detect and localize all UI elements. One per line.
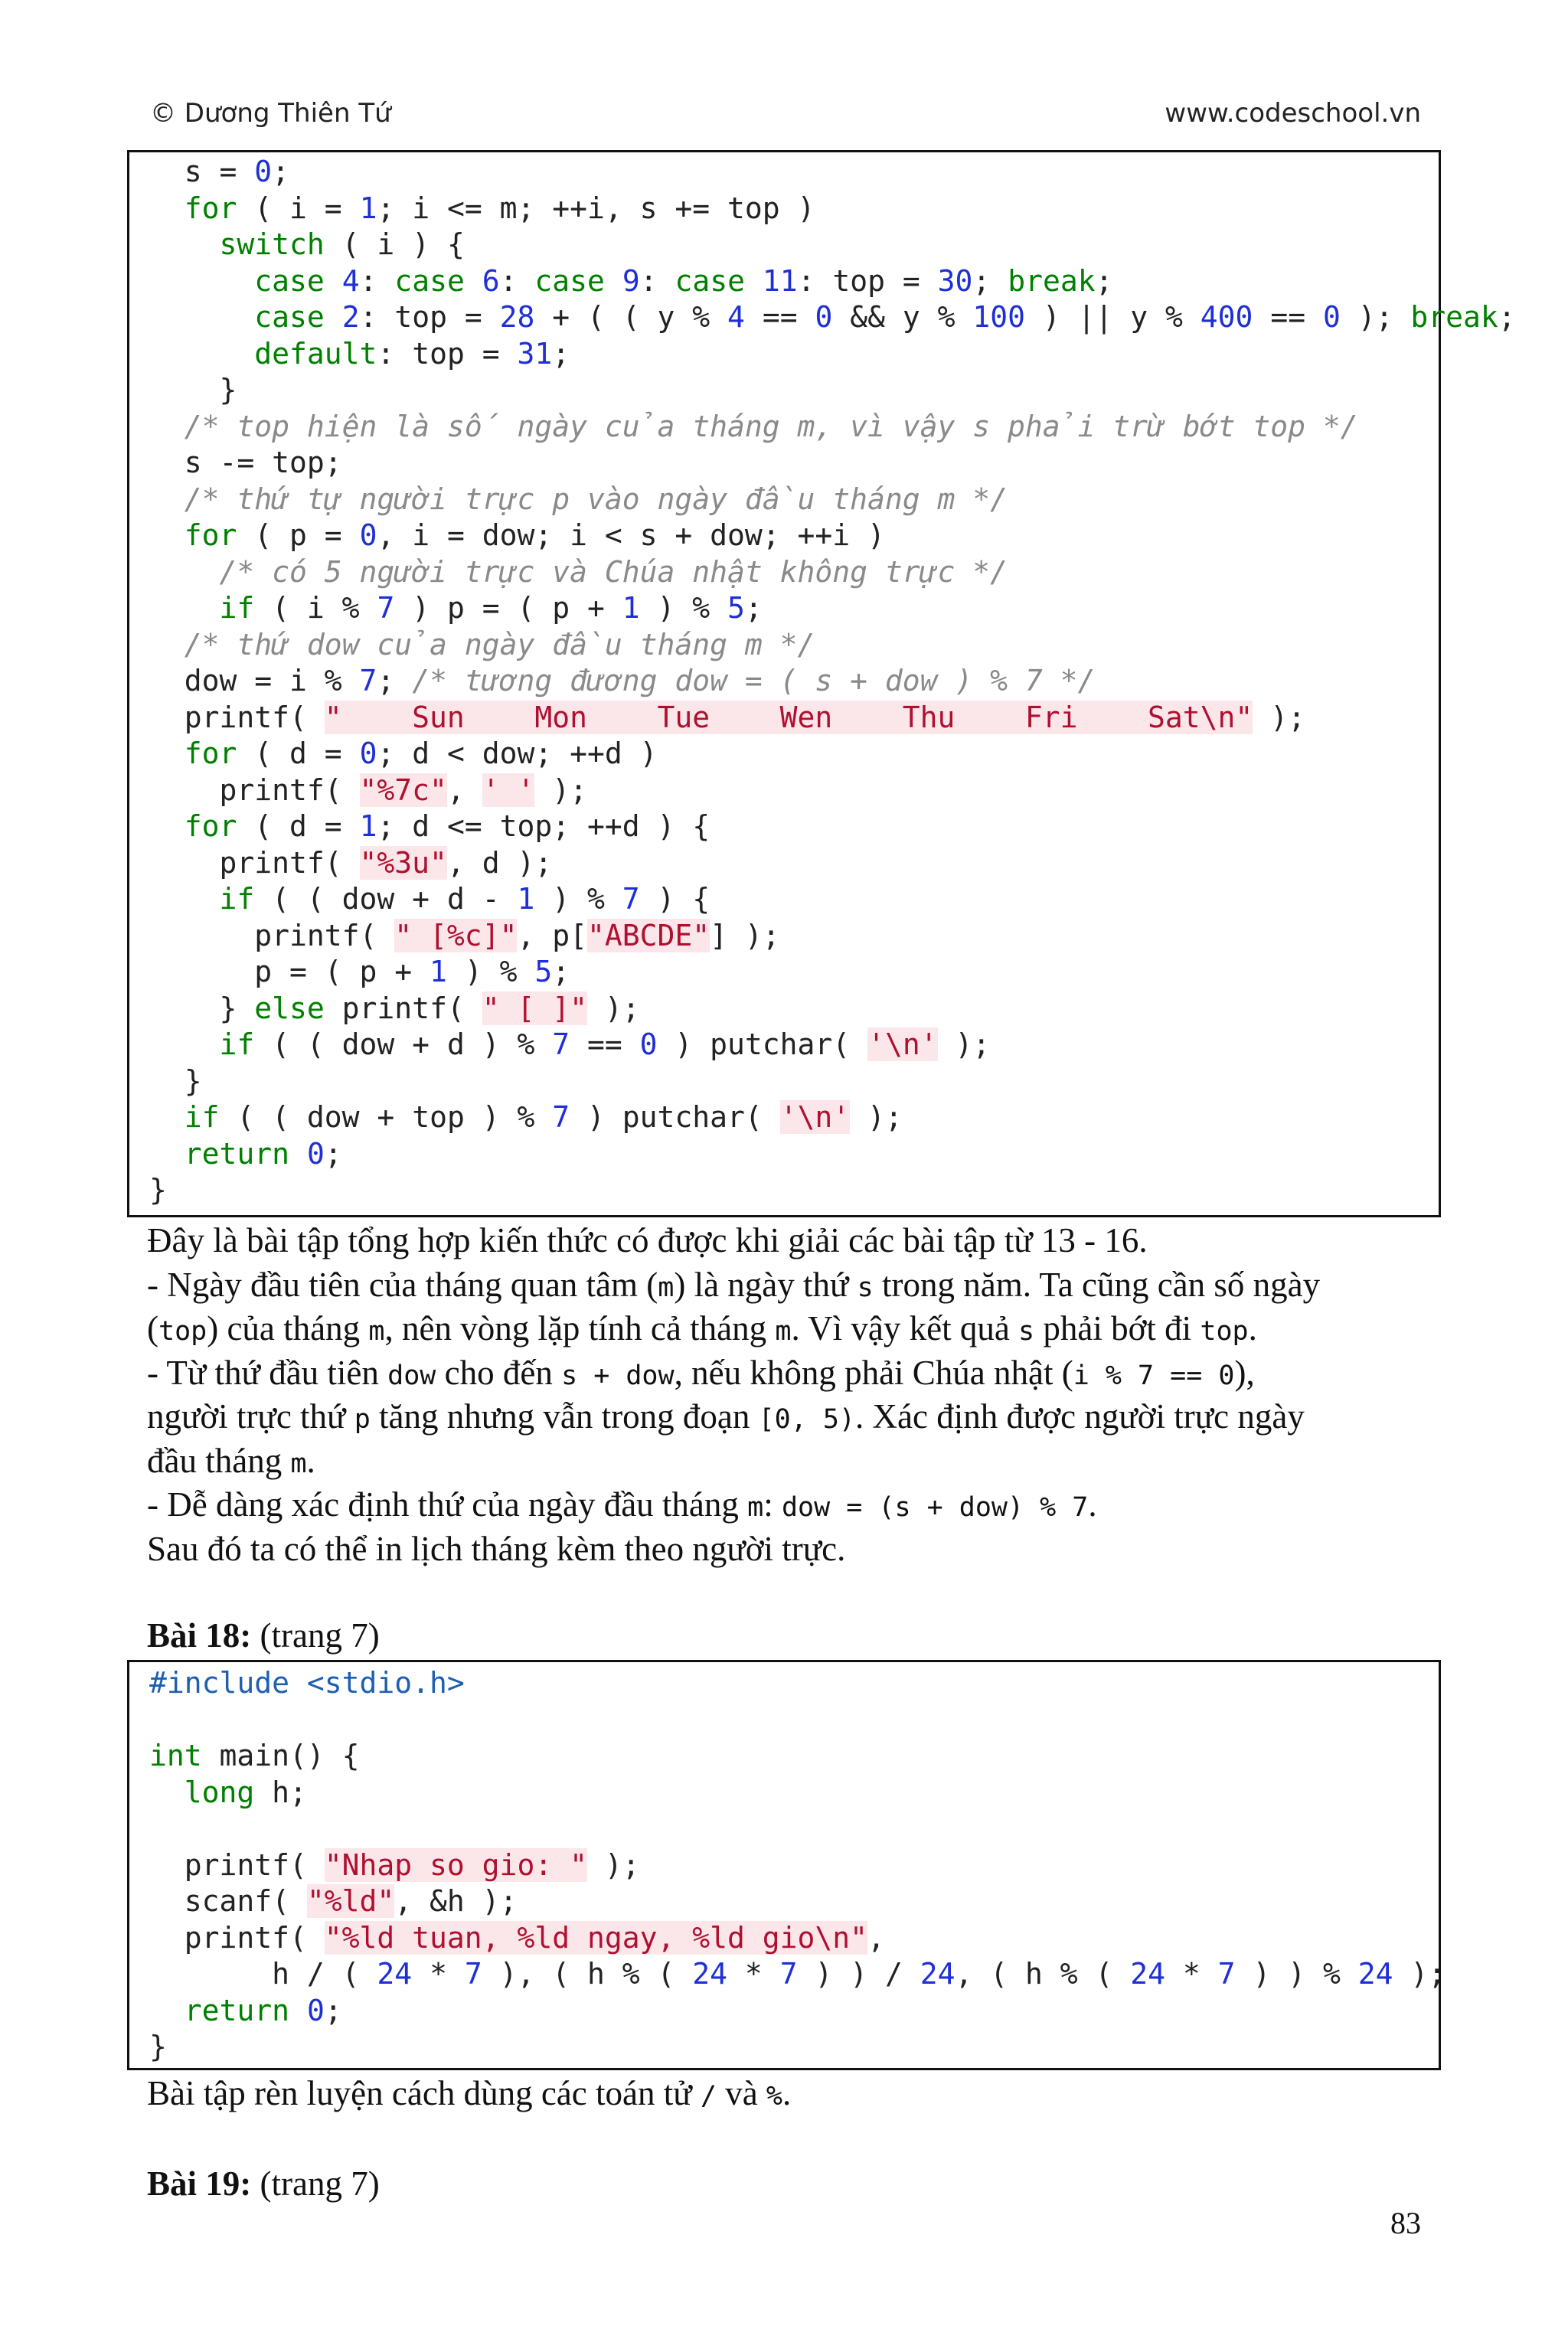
code-token — [149, 591, 220, 625]
code-token: ; — [552, 336, 570, 371]
code-token: for — [184, 809, 237, 843]
code-token: break — [1410, 300, 1498, 334]
code-token: == — [570, 1027, 640, 1061]
code-token: ( d = — [237, 809, 360, 843]
exercise-18-ref: (trang 7) — [251, 1616, 380, 1655]
code-token: ) putchar( — [570, 1100, 780, 1134]
code-token: if — [219, 1027, 255, 1061]
code-token: h / ( — [149, 1957, 377, 1991]
code-token — [149, 337, 254, 371]
code-token: ( ( dow + d - — [254, 882, 518, 916]
code-line — [149, 191, 815, 227]
inline-code: dow — [387, 1360, 436, 1391]
code-token — [325, 300, 342, 334]
code-token: long — [184, 1775, 255, 1809]
code-line — [149, 1847, 640, 1884]
code-line — [149, 1136, 342, 1173]
text-run: . Xác định được người trực ngày — [855, 1397, 1305, 1436]
code-line — [149, 845, 552, 882]
code-token — [149, 555, 220, 589]
code-token: : — [639, 263, 675, 298]
code-token: 0 — [359, 737, 377, 770]
code-token: 5 — [534, 955, 553, 988]
code-token: case — [254, 300, 325, 334]
code-token: ) p = ( p + — [394, 591, 622, 625]
code-line — [149, 627, 815, 664]
code-token: switch — [219, 227, 325, 261]
code-token: + ( ( y % — [534, 300, 728, 334]
code-token — [149, 882, 220, 916]
code-token: 9 — [622, 263, 640, 298]
code-token: 7 — [1217, 1957, 1236, 1991]
code-token: ; — [324, 1993, 342, 2027]
code-token: ] ); — [710, 918, 780, 952]
code-line — [149, 991, 640, 1027]
text-run: , nếu không phải Chúa nhật ( — [674, 1353, 1073, 1392]
code-token: 0 — [306, 1993, 325, 2027]
text-run: Bài tập rèn luyện cách dùng các toán tử — [147, 2074, 701, 2112]
code-token: 400 — [1200, 300, 1253, 334]
code-line — [149, 1956, 1446, 1993]
code-token: /* có 5 người trực và Chúa nhật không trực */ — [219, 554, 1008, 589]
code-token: : — [499, 263, 535, 298]
code-token: ); — [534, 773, 587, 807]
code-token: 0 — [306, 1136, 325, 1171]
code-token: ) ) % — [1235, 1957, 1358, 1991]
code-token: ; — [324, 1136, 342, 1171]
paragraph-line — [147, 1351, 1255, 1398]
code-line — [149, 1099, 903, 1136]
text-run: . — [1248, 1309, 1257, 1348]
code-line — [149, 336, 570, 373]
code-token: if — [219, 882, 255, 916]
code-token: ) % — [639, 591, 728, 625]
code-line — [149, 263, 1112, 300]
inline-code: / — [700, 2081, 717, 2112]
text-run: . — [1088, 1485, 1097, 1524]
code-token: p = ( p + — [149, 955, 430, 988]
code-token: case — [534, 263, 605, 298]
code-token: 24 — [1357, 1957, 1393, 1991]
code-token: 24 — [920, 1957, 956, 1991]
code-token: && y % — [832, 300, 973, 334]
code-token: " [ ]" — [482, 991, 587, 1025]
code-token: 1 — [359, 809, 377, 843]
code-token: 7 — [552, 1100, 570, 1134]
inline-code: s + dow — [561, 1360, 675, 1391]
code-token — [605, 264, 622, 298]
code-token: 0 — [1322, 300, 1341, 334]
code-token: ; — [972, 263, 1008, 298]
code-token: ); — [1253, 700, 1305, 734]
code-token: ); — [850, 1100, 903, 1134]
code-line — [149, 1775, 307, 1811]
inline-code: top — [1200, 1316, 1249, 1347]
code-token — [289, 1994, 307, 2027]
text-run: trong năm. Ta cũng cần số ngày — [873, 1265, 1321, 1304]
code-token: s -= top; — [149, 446, 342, 479]
code-token: ' ' — [482, 773, 535, 807]
code-token: ; — [552, 955, 570, 988]
code-token — [149, 737, 185, 770]
page-number: 83 — [1390, 2206, 1421, 2240]
header-author: © Dương Thiên Tứ — [150, 98, 391, 129]
code-token: 1 — [622, 591, 640, 625]
code-line — [149, 700, 1305, 737]
code-line — [149, 554, 1008, 591]
code-token: ( i % — [254, 591, 377, 625]
code-token: } — [149, 1173, 167, 1207]
code-token — [325, 264, 342, 298]
code-token: ) ) / — [797, 1957, 920, 1991]
inline-code: i % 7 == 0 — [1073, 1360, 1235, 1391]
inline-code: s — [1018, 1316, 1035, 1347]
inline-code: top — [158, 1316, 207, 1347]
paragraph-line — [147, 1527, 845, 1571]
code-token: printf( — [149, 918, 395, 952]
text-run: , nên vòng lặp tính cả tháng — [384, 1309, 776, 1348]
code-token: "ABCDE" — [586, 918, 710, 952]
code-token: , d ); — [446, 845, 553, 880]
code-token: 24 — [377, 1957, 413, 1991]
inline-code: p — [354, 1404, 371, 1435]
paragraph-line — [147, 1395, 1305, 1442]
code-token: ) putchar( — [657, 1027, 868, 1061]
code-token: } — [149, 2030, 167, 2063]
code-token: ( d = — [237, 737, 360, 770]
code-token: 7 — [464, 1957, 482, 1991]
code-token: 0 — [639, 1027, 658, 1061]
code-token: : — [359, 263, 395, 298]
code-token: ; — [1498, 300, 1516, 334]
text-run: Sau đó ta có thể in lịch tháng kèm theo người trực. — [147, 1529, 846, 1568]
code-token: 30 — [937, 263, 973, 298]
code-token: /* thứ dow của ngày đầu tháng m */ — [184, 627, 815, 662]
code-token: " [%c]" — [394, 918, 518, 952]
code-token: printf( — [324, 991, 482, 1025]
code-token: 0 — [815, 300, 833, 334]
code-token: #include <stdio.h> — [149, 1666, 465, 1700]
code-token: ) || y % — [1025, 300, 1200, 334]
code-token — [149, 809, 185, 843]
code-line — [149, 736, 658, 773]
inline-code: [0, 5) — [758, 1404, 856, 1435]
code-token: '\n' — [867, 1027, 938, 1061]
code-token — [149, 227, 220, 261]
paragraph-line — [147, 1307, 1257, 1354]
code-token: ) % — [534, 882, 622, 916]
paragraph-line — [147, 1263, 1320, 1310]
code-token: ( ( dow + d ) % — [254, 1027, 553, 1061]
code-token: ( p = — [237, 518, 360, 552]
text-run: đầu tháng — [147, 1441, 291, 1480]
exercise-19-heading — [147, 2164, 380, 2203]
code-token: 28 — [499, 300, 535, 334]
code-line — [149, 1027, 990, 1063]
code-token: 4 — [727, 300, 745, 334]
code-token: 100 — [972, 300, 1026, 334]
code-token: ); — [586, 1847, 640, 1882]
paragraph-line — [147, 1483, 1097, 1530]
code-token: 7 — [377, 591, 395, 625]
code-token: ); — [1340, 300, 1411, 334]
code-token: 7 — [552, 1027, 570, 1061]
code-token — [149, 1137, 185, 1171]
code-token: 1 — [430, 955, 447, 988]
code-token: } — [149, 991, 255, 1025]
text-run: Đây là bài tập tổng hợp kiến thức có được khi giải các bài tập từ 13 - 16. — [147, 1221, 1148, 1259]
code-token: case — [394, 263, 465, 298]
code-token: : top = — [377, 336, 518, 371]
code-token: "%ld tuan, %ld ngay, %ld gio\n" — [324, 1920, 867, 1955]
code-token: ; d < dow; ++d ) — [377, 737, 658, 770]
code-token: printf( — [149, 773, 360, 807]
text-run: ) là ngày thứ — [674, 1265, 858, 1304]
text-run: - Từ thứ đầu tiên — [147, 1353, 388, 1392]
code-token — [149, 300, 254, 334]
code-token: ); — [937, 1027, 991, 1061]
exercise-18-title: Bài 18: — [147, 1616, 252, 1655]
code-token: : top = — [797, 263, 938, 298]
code-line — [149, 299, 1516, 336]
code-token: printf( — [149, 1920, 325, 1955]
code-token: /* tương đương dow = ( s + dow ) % 7 */ — [412, 664, 1096, 697]
code-token: return — [184, 1136, 290, 1171]
inline-code: m — [775, 1316, 792, 1347]
code-token: 24 — [1130, 1957, 1166, 1991]
code-token: '\n' — [779, 1100, 851, 1134]
code-token: if — [184, 1100, 220, 1134]
code-token: printf( — [149, 845, 360, 880]
code-token: "Nhap so gio: " — [324, 1847, 587, 1882]
code-line — [149, 808, 710, 845]
inline-code: m — [368, 1316, 385, 1347]
code-token: printf( — [149, 1847, 325, 1882]
text-run: . Vì vậy kết quả — [791, 1309, 1019, 1348]
text-run: ) của tháng — [207, 1309, 369, 1348]
code-token — [149, 482, 185, 516]
inline-code: m — [747, 1492, 764, 1523]
code-token — [149, 628, 185, 662]
code-line — [149, 663, 1095, 700]
text-run: ), — [1234, 1353, 1255, 1392]
code-token: 6 — [482, 263, 500, 298]
code-token — [149, 1100, 185, 1134]
code-token: return — [184, 1993, 290, 2027]
text-run: ( — [147, 1309, 158, 1348]
code-line — [149, 482, 1008, 518]
exercise-19-ref: (trang 7) — [251, 2164, 380, 2203]
code-token: ; d <= top; ++d ) { — [377, 809, 710, 843]
code-line — [149, 518, 885, 554]
code-token: ) % — [446, 955, 535, 988]
code-token: ; i <= m; ++i, s += top ) — [377, 191, 815, 225]
code-token: ( i = — [237, 191, 360, 225]
code-token: dow = i % — [149, 664, 360, 697]
code-token — [149, 264, 254, 298]
code-token: break — [1008, 263, 1096, 298]
code-token: ; — [272, 155, 290, 188]
code-token: else — [254, 991, 325, 1025]
code-token: 7 — [359, 664, 377, 697]
text-run: - Ngày đầu tiên của tháng quan tâm ( — [147, 1265, 658, 1304]
code-line — [149, 954, 570, 991]
code-token: case — [675, 263, 745, 298]
code-token: } — [149, 373, 237, 407]
code-token: * — [412, 1957, 465, 1991]
text-run: cho đến — [436, 1353, 562, 1392]
code-token: ; — [377, 664, 413, 697]
code-token: , i = dow; i < s + dow; ++i ) — [377, 518, 885, 552]
code-token — [289, 1137, 307, 1171]
code-token: " Sun Mon Tue Wen Thu Fri Sat\n" — [324, 700, 1253, 734]
code-token: 2 — [341, 300, 360, 334]
code-token: 7 — [779, 1957, 798, 1991]
code-token: ; — [744, 591, 763, 625]
paragraph-line — [147, 1219, 1148, 1263]
text-run: tăng nhưng vẫn trong đoạn — [370, 1397, 759, 1436]
code-line — [149, 154, 289, 191]
code-token: ), ( h % ( — [482, 1957, 693, 1991]
code-line — [149, 1063, 202, 1100]
code-token: 24 — [692, 1957, 728, 1991]
code-line — [149, 881, 710, 918]
inline-code: m — [658, 1272, 675, 1303]
code-token: /* thứ tự người trực p vào ngày đầu tháng m */ — [184, 482, 1008, 516]
code-token: printf( — [149, 700, 325, 734]
code-token: 1 — [359, 191, 377, 225]
code-line — [149, 1920, 885, 1957]
code-token: "%ld" — [306, 1884, 395, 1918]
code-line — [149, 2029, 167, 2066]
text-run: phải bớt đi — [1034, 1309, 1200, 1348]
code-token: h; — [254, 1775, 307, 1809]
paragraph-line — [147, 1439, 315, 1486]
code-line — [149, 1665, 465, 1702]
code-token — [149, 410, 185, 443]
code-token: 31 — [517, 336, 553, 371]
code-line — [149, 773, 587, 809]
code-line — [149, 590, 763, 627]
code-token — [745, 264, 763, 298]
code-token: scanf( — [149, 1884, 307, 1918]
code-token: * — [1165, 1957, 1218, 1991]
code-token: /* top hiện là số ngày của tháng m, vì vậy s phải trừ bớt top */ — [184, 409, 1358, 443]
text-run: và — [716, 2074, 766, 2112]
text-run: . — [306, 1441, 315, 1480]
exercise-19-title: Bài 19: — [147, 2164, 252, 2203]
paragraph-line — [147, 2072, 791, 2118]
inline-code: dow = (s + dow) % 7 — [781, 1492, 1089, 1523]
code-token — [149, 1994, 185, 2027]
code-line — [149, 1883, 517, 1920]
code-token: default — [254, 336, 377, 371]
exercise-18-heading — [147, 1615, 380, 1655]
code-token: 0 — [254, 155, 273, 188]
code-token: ); — [586, 991, 640, 1025]
text-run: : — [763, 1485, 782, 1524]
inline-code: % — [766, 2081, 782, 2112]
code-token: 5 — [727, 591, 745, 625]
code-token: 11 — [762, 263, 798, 298]
text-run: - Dễ dàng xác định thứ của ngày đầu tháng — [147, 1485, 748, 1524]
code-token: 0 — [359, 518, 377, 552]
code-token: * — [727, 1957, 780, 1991]
code-token — [149, 1775, 185, 1809]
code-block-2 — [127, 1660, 1446, 2070]
code-token: "%7c" — [359, 773, 447, 807]
code-token: 4 — [341, 263, 360, 298]
code-line — [149, 918, 780, 955]
code-line — [149, 409, 1358, 446]
code-token: main() { — [201, 1739, 360, 1772]
code-token: for — [184, 191, 237, 225]
code-token: : top = — [359, 300, 500, 334]
code-line — [149, 1738, 360, 1775]
code-line — [149, 372, 237, 409]
text-run: . — [782, 2074, 792, 2112]
code-token: , ( h % ( — [955, 1957, 1131, 1991]
code-token: 1 — [517, 882, 535, 916]
code-token: , — [867, 1920, 885, 1955]
code-token: for — [184, 737, 237, 770]
code-token: } — [149, 1063, 202, 1098]
code-token: == — [744, 300, 815, 334]
code-block-1 — [127, 150, 1516, 1217]
code-token: 7 — [622, 882, 640, 916]
header-website: www.codeschool.vn — [1165, 98, 1421, 129]
code-token: ( i ) { — [324, 227, 465, 261]
code-token: for — [184, 518, 237, 552]
code-token: , &h ); — [394, 1884, 518, 1918]
code-token — [149, 191, 185, 225]
code-token: , p[ — [517, 918, 587, 952]
code-token — [149, 518, 185, 552]
code-token — [465, 264, 482, 298]
inline-code: m — [290, 1448, 307, 1479]
code-token: , — [446, 773, 482, 807]
code-line — [149, 1993, 342, 2030]
code-token: int — [149, 1739, 202, 1772]
code-line — [149, 445, 342, 482]
code-token: "%3u" — [359, 845, 447, 880]
code-token: if — [219, 591, 255, 625]
code-token: s = — [149, 155, 255, 188]
code-line — [149, 1172, 167, 1209]
code-token: ( ( dow + top ) % — [219, 1100, 553, 1134]
code-token: ); — [1393, 1957, 1446, 1991]
code-token: case — [254, 263, 325, 298]
code-token: ; — [1095, 263, 1113, 298]
code-line — [149, 227, 465, 263]
code-token: ) { — [639, 882, 710, 916]
text-run: người trực thứ — [147, 1397, 354, 1436]
inline-code: s — [857, 1272, 874, 1303]
code-token: == — [1253, 300, 1323, 334]
code-token — [149, 1027, 220, 1061]
